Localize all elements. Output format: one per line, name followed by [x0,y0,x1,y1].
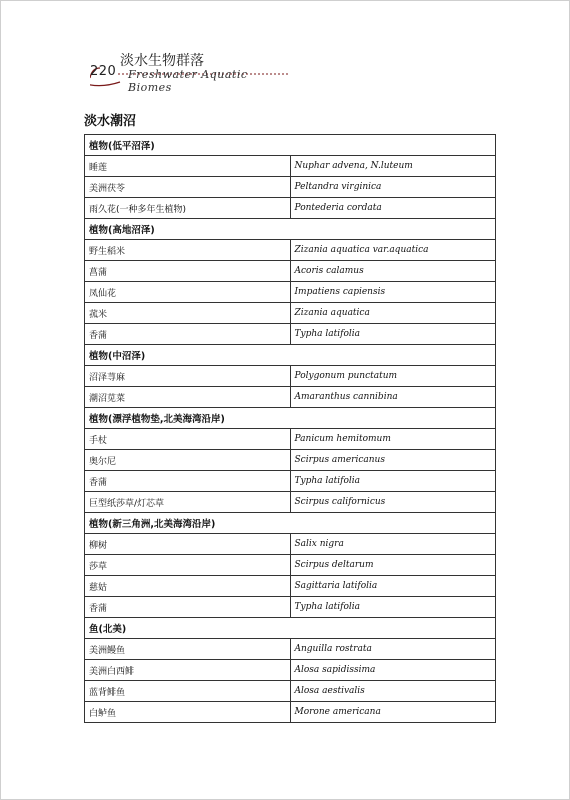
running-header [90,44,290,94]
table-row [85,597,496,618]
common-name-cell: 潮沼苋菜 [85,387,291,408]
scientific-name-cell: Sagittaria latifolia [290,576,496,597]
common-name-cell: 菖蒲 [85,261,291,282]
table-row [85,366,496,387]
scientific-name-cell: Morone americana [290,702,496,723]
common-name-cell: 柳树 [85,534,291,555]
common-name-cell: 莎草 [85,555,291,576]
common-name-cell: 蓝背鲱鱼 [85,681,291,702]
group-heading: 植物(高地沼泽) [85,219,496,240]
group-heading: 植物(低平沼泽) [85,135,496,156]
table-row [85,450,496,471]
table-row [85,576,496,597]
running-title-cn: 淡水生物群落 [120,53,204,69]
table-row [85,177,496,198]
common-name-cell: 巨型纸莎草/灯芯草 [85,492,291,513]
common-name-cell: 香蒲 [85,471,291,492]
common-name-cell: 香蒲 [85,324,291,345]
table-row [85,156,496,177]
table-row [85,639,496,660]
common-name-cell: 雨久花(一种多年生植物) [85,198,291,219]
scientific-name-cell: Impatiens capiensis [290,282,496,303]
table-group-row [85,345,496,366]
species-table-body [85,135,496,723]
table-row [85,681,496,702]
common-name-cell: 美洲鳗鱼 [85,639,291,660]
scientific-name-cell: Alosa aestivalis [290,681,496,702]
species-table [84,134,496,723]
table-group-row [85,219,496,240]
table-row [85,198,496,219]
scientific-name-cell: Nuphar advena, N.luteum [290,156,496,177]
table-group-row [85,408,496,429]
group-heading: 植物(新三角洲,北美海湾沿岸) [85,513,496,534]
common-name-cell: 手杖 [85,429,291,450]
table-row [85,261,496,282]
table-row [85,555,496,576]
table-group-row [85,618,496,639]
common-name-cell: 香蒲 [85,597,291,618]
scientific-name-cell: Zizania aquatica [290,303,496,324]
scientific-name-cell: Anguilla rostrata [290,639,496,660]
table-row [85,471,496,492]
table-row [85,303,496,324]
table-row [85,702,496,723]
table-row [85,324,496,345]
scientific-name-cell: Typha latifolia [290,471,496,492]
scientific-name-cell: Scirpus californicus [290,492,496,513]
scientific-name-cell: Panicum hemitomum [290,429,496,450]
common-name-cell: 沼泽荨麻 [85,366,291,387]
scientific-name-cell: Salix nigra [290,534,496,555]
group-heading: 鱼(北美) [85,618,496,639]
scientific-name-cell: Typha latifolia [290,324,496,345]
common-name-cell: 凤仙花 [85,282,291,303]
table-row [85,534,496,555]
scientific-name-cell: Scirpus deltarum [290,555,496,576]
scientific-name-cell: Typha latifolia [290,597,496,618]
common-name-cell: 美洲白西鲱 [85,660,291,681]
common-name-cell: 睡莲 [85,156,291,177]
scientific-name-cell: Pontederia cordata [290,198,496,219]
table-group-row [85,135,496,156]
section-title: 淡水潮沼 [84,114,137,129]
table-row [85,282,496,303]
page-number: 220 [90,64,117,79]
table-row [85,429,496,450]
common-name-cell: 野生稻米 [85,240,291,261]
common-name-cell: 美洲茯苓 [85,177,291,198]
group-heading: 植物(漂浮植物垫,北美海湾沿岸) [85,408,496,429]
common-name-cell: 菰米 [85,303,291,324]
scientific-name-cell: Peltandra virginica [290,177,496,198]
table-row [85,240,496,261]
common-name-cell: 慈姑 [85,576,291,597]
table-row [85,660,496,681]
scientific-name-cell: Acoris calamus [290,261,496,282]
running-title-en: Freshwater Aquatic Biomes [128,68,248,94]
table-row [85,387,496,408]
table-group-row [85,513,496,534]
common-name-cell: 白鲈鱼 [85,702,291,723]
scientific-name-cell: Scirpus americanus [290,450,496,471]
group-heading: 植物(中沼泽) [85,345,496,366]
table-row [85,492,496,513]
scientific-name-cell: Zizania aquatica var.aquatica [290,240,496,261]
scientific-name-cell: Amaranthus cannibina [290,387,496,408]
scientific-name-cell: Polygonum punctatum [290,366,496,387]
common-name-cell: 奥尔尼 [85,450,291,471]
scientific-name-cell: Alosa sapidissima [290,660,496,681]
